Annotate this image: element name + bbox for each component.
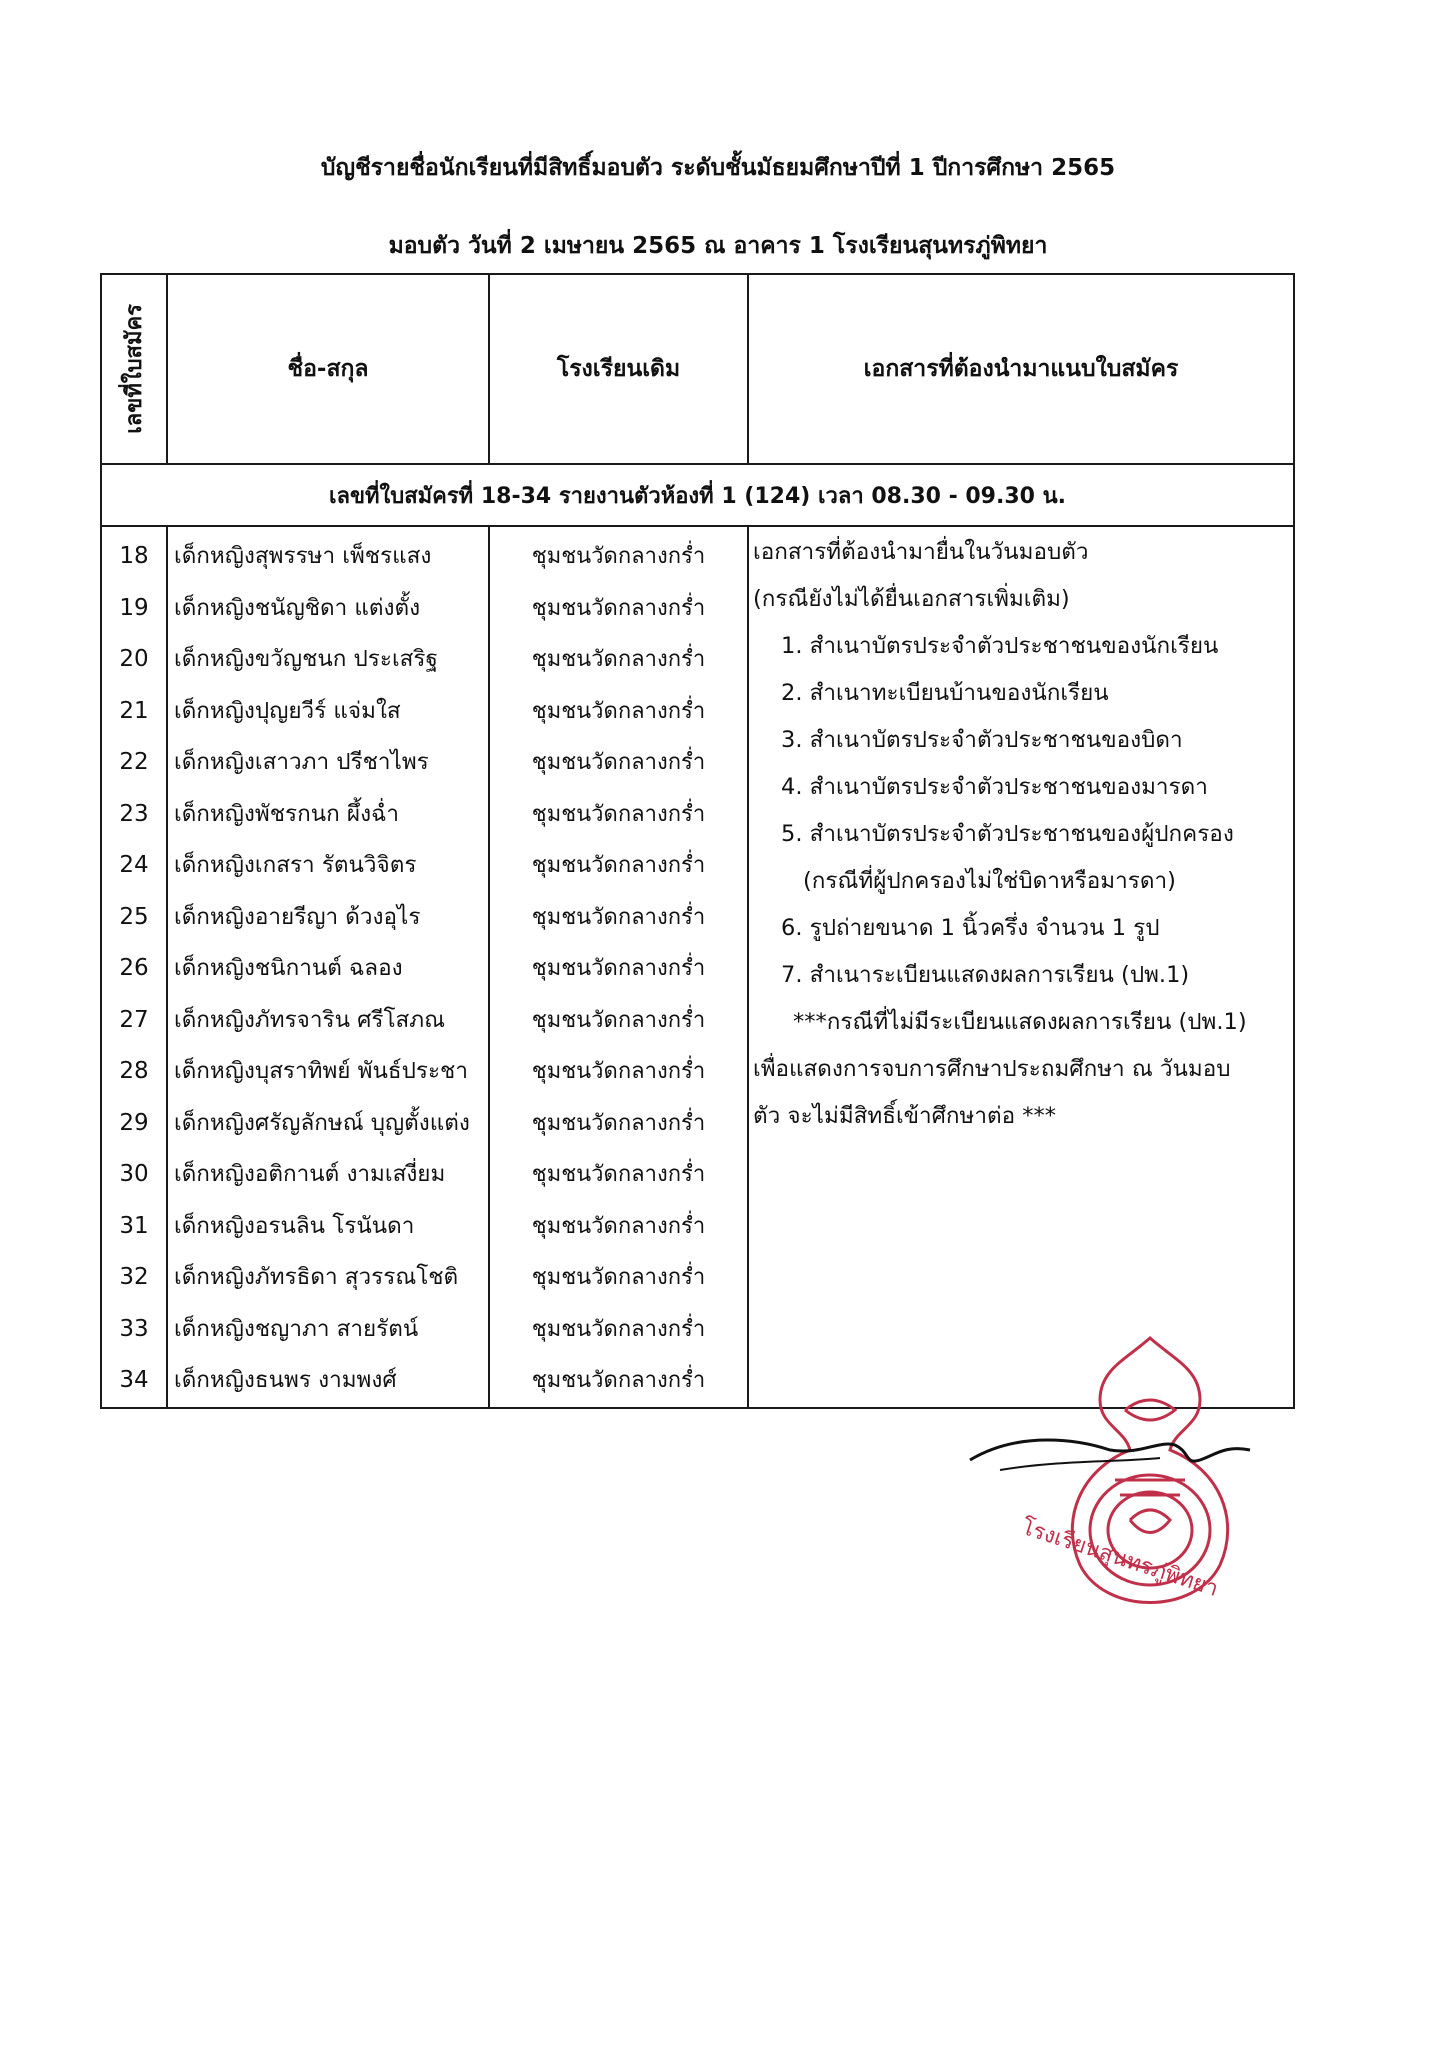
header-name: ชื่อ-สกุล xyxy=(167,274,489,464)
student-number: 27 xyxy=(119,1006,149,1033)
documents-warning: เพื่อแสดงการจบการศึกษาประถมศึกษา ณ วันมอบ xyxy=(753,1056,1231,1082)
student-name: เด็กหญิงศรัญลักษณ์ บุญตั้งแต่ง xyxy=(174,1109,470,1136)
documents-intro: เอกสารที่ต้องนำมายื่นในวันมอบตัว xyxy=(753,539,1089,565)
signature xyxy=(960,1410,1260,1490)
student-number: 19 xyxy=(119,594,149,621)
students-body xyxy=(101,526,1294,1408)
student-number: 18 xyxy=(119,543,149,569)
student-school: ชุมชนวัดกลางกร่ำ xyxy=(531,750,706,775)
header-row xyxy=(101,274,1294,464)
student-school: ชุมชนวัดกลางกร่ำ xyxy=(531,1162,706,1187)
student-number: 29 xyxy=(119,1109,149,1136)
student-school: ชุมชนวัดกลางกร่ำ xyxy=(531,647,706,672)
student-school: ชุมชนวัดกลางกร่ำ xyxy=(531,1316,706,1342)
student-school: ชุมชนวัดกลางกร่ำ xyxy=(531,801,706,827)
student-number: 28 xyxy=(119,1058,149,1084)
student-school: ชุมชนวัดกลางกร่ำ xyxy=(531,1368,706,1393)
student-school: ชุมชนวัดกลางกร่ำ xyxy=(531,595,706,621)
student-school: ชุมชนวัดกลางกร่ำ xyxy=(531,1007,706,1033)
student-number: 34 xyxy=(119,1367,149,1393)
student-school: ชุมชนวัดกลางกร่ำ xyxy=(531,853,706,878)
student-name: เด็กหญิงภัทรจาริน ศรีโสภณ xyxy=(174,1006,445,1033)
document-item-note: (กรณีที่ผู้ปกครองไม่ใช่บิดาหรือมารดา) xyxy=(803,868,1176,894)
document-item: 4. สำเนาบัตรประจำตัวประชาชนของมารดา xyxy=(781,774,1208,800)
document-item: 7. สำเนาระเบียนแสดงผลการเรียน (ปพ.1) xyxy=(781,962,1190,988)
student-number: 24 xyxy=(119,852,149,878)
roster-table xyxy=(100,273,1295,1409)
page-title: บัญชีรายชื่อนักเรียนที่มีสิทธิ์มอบตัว ระดับชั้นมัธยมศึกษาปีที่ 1 ปีการศึกษา 2565 xyxy=(320,155,1116,181)
student-number: 21 xyxy=(119,697,149,724)
student-name: เด็กหญิงอติกานต์ งามเสงี่ยม xyxy=(174,1161,446,1187)
document-item: 1. สำเนาบัตรประจำตัวประชาชนของนักเรียน xyxy=(781,633,1219,659)
student-school: ชุมชนวัดกลางกร่ำ xyxy=(531,956,706,981)
student-number: 22 xyxy=(119,749,149,775)
student-number: 32 xyxy=(119,1264,149,1290)
seal-caption: โรงเรียนสุนทรภู่พิทยา xyxy=(1018,1514,1222,1603)
student-number: 20 xyxy=(119,646,149,672)
student-name: เด็กหญิงอรนลิน โรนันดา xyxy=(174,1212,415,1239)
student-number: 30 xyxy=(119,1161,149,1187)
student-school: ชุมชนวัดกลางกร่ำ xyxy=(531,1265,706,1290)
documents-note: (กรณียังไม่ได้ยื่นเอกสารเพิ่มเติม) xyxy=(753,586,1070,612)
student-school: ชุมชนวัดกลางกร่ำ xyxy=(531,904,706,930)
student-name: เด็กหญิงเสาวภา ปรีชาไพร xyxy=(174,749,429,775)
student-number: 25 xyxy=(119,903,149,930)
student-number: 33 xyxy=(119,1315,149,1342)
student-number: 23 xyxy=(119,800,149,827)
student-school: ชุมชนวัดกลางกร่ำ xyxy=(531,544,706,569)
header-school: โรงเรียนเดิม xyxy=(489,274,748,464)
student-name: เด็กหญิงขวัญชนก ประเสริฐ xyxy=(174,646,438,672)
student-name: เด็กหญิงอายรีญา ด้วงอุไร xyxy=(174,903,421,930)
student-number: 26 xyxy=(119,955,149,981)
student-name: เด็กหญิงบุสราทิพย์ พันธ์ประชา xyxy=(174,1058,468,1084)
documents-warning: ***กรณีที่ไม่มีระเบียนแสดงผลการเรียน (ปพ.1) xyxy=(793,1009,1247,1035)
session-info: เลขที่ใบสมัครที่ 18-34 รายงานตัวห้องที่ 1 (124) เวลา 08.30 - 09.30 น. xyxy=(101,464,1294,526)
student-name: เด็กหญิงธนพร งามพงศ์ xyxy=(174,1367,397,1393)
documents-warning: ตัว จะไม่มีสิทธิ์เข้าศึกษาต่อ *** xyxy=(753,1103,1057,1129)
student-name: เด็กหญิงสุพรรษา เพ็ชรแสง xyxy=(174,543,432,569)
student-school: ชุมชนวัดกลางกร่ำ xyxy=(531,1213,706,1239)
header-number: เลขที่ใบสมัคร xyxy=(101,274,167,464)
student-name: เด็กหญิงชญาภา สายรัตน์ xyxy=(174,1315,419,1342)
student-school: ชุมชนวัดกลางกร่ำ xyxy=(531,698,706,724)
student-school: ชุมชนวัดกลางกร่ำ xyxy=(531,1059,706,1084)
student-name: เด็กหญิงปุญยวีร์ แจ่มใส xyxy=(174,697,401,724)
student-name: เด็กหญิงภัทรธิดา สุวรรณโชติ xyxy=(174,1264,459,1290)
page-subtitle: มอบตัว วันที่ 2 เมษายน 2565 ณ อาคาร 1 โรงเรียนสุนทรภู่พิทยา xyxy=(388,233,1048,259)
student-name: เด็กหญิงชนัญชิดา แต่งตั้ง xyxy=(174,594,421,621)
document-item: 5. สำเนาบัตรประจำตัวประชาชนของผู้ปกครอง xyxy=(781,821,1234,847)
student-school: ชุมชนวัดกลางกร่ำ xyxy=(531,1110,706,1136)
student-name: เด็กหญิงชนิกานต์ ฉลอง xyxy=(174,955,403,981)
student-number: 31 xyxy=(119,1212,149,1239)
documents-column xyxy=(748,526,1294,1408)
student-name: เด็กหญิงพัชรกนก ผึ้งฉ่ำ xyxy=(174,800,400,827)
school-column xyxy=(489,526,748,1408)
document-item: 6. รูปถ่ายขนาด 1 นิ้วครึ่ง จำนวน 1 รูป xyxy=(781,915,1160,941)
name-column xyxy=(167,526,489,1408)
document-item: 3. สำเนาบัตรประจำตัวประชาชนของบิดา xyxy=(781,727,1183,753)
number-column xyxy=(101,526,167,1408)
document-item: 2. สำเนาทะเบียนบ้านของนักเรียน xyxy=(781,680,1109,706)
header-documents: เอกสารที่ต้องนำมาแนบใบสมัคร xyxy=(748,274,1294,464)
session-row xyxy=(101,464,1294,526)
student-name: เด็กหญิงเกสรา รัตนวิจิตร xyxy=(174,852,417,878)
